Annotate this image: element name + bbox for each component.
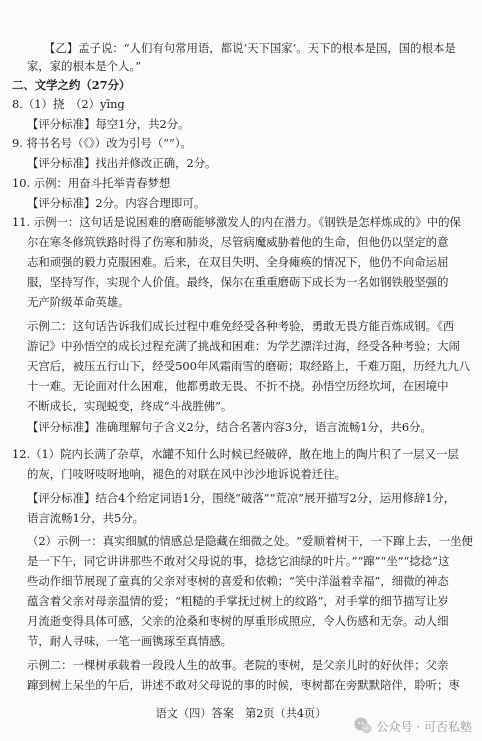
- line-8: 10. 示例：用奋斗托举青春梦想: [12, 176, 171, 190]
- line-9: 【评分标准】2分。内容合理即可。: [27, 196, 206, 210]
- line-1: 【乙】孟子说：“人们有句常用语，都说‘天下国家’。天下的根本是国，国的根本是: [44, 41, 456, 55]
- line-22: 的灰，门吱呀吱呀地响，褪色的对联在风中沙沙地诉说着迁往。: [27, 467, 346, 481]
- line-18: 十一难。无论面对什么困难，他都勇敢无畏、不折不挠。孙悟空历经坎坷，在困境中: [27, 379, 449, 393]
- line-31: 示例二：一棵树承载着一段段人生的故事。老院的枣树，是父亲儿时的好伙伴；父亲: [27, 658, 449, 672]
- watermark-text: 公众号 · 可否私塾: [376, 719, 472, 734]
- line-2: 家，家的根本是个人。”: [27, 59, 142, 73]
- line-14: 无产阶级革命英雄。: [27, 295, 130, 309]
- line-15: 示例二：这句话告诉我们成长过程中难免经受各种考验，勇敢无畏方能百炼成钢。《西: [27, 319, 455, 333]
- wechat-icon: [353, 716, 373, 736]
- line-24: 语言流畅1分，共5分。: [27, 511, 145, 525]
- line-21: 12.（1）院内长满了杂草，水罐不知什么时候已经破碎，散在地上的陶片积了一层又一层: [12, 447, 459, 461]
- line-29: 月流逝变得具体可感，父亲的沧桑和枣树的厚重形成照应，令人伤感和无奈。动人细: [27, 614, 449, 628]
- line-27: 些动作细节展现了童真的父亲对枣树的喜爱和依赖；“笑中洋溢着幸福”，细微的神态: [27, 574, 449, 588]
- line-5: 【评分标准】每空1分，共2分。: [27, 117, 190, 131]
- line-23: 【评分标准】结合4个给定词语1分，围绕“破落”“荒凉”展开描写2分，运用修辞1分，: [27, 491, 456, 505]
- line-19: 不断成长，实现蜕变，终成“斗战胜佛”。: [27, 399, 233, 413]
- line-28: 蕴含着父亲对母亲温情的爱；“粗糙的手掌抚过树上的纹路”，对手掌的细节描写让岁: [27, 594, 449, 608]
- line-4: 8.（1）挠 （2）yīng: [12, 97, 125, 111]
- line-13: 服，坚持写作，实现个人价值。最终，保尔在重重磨砺下成长为一名如钢铁般坚强的: [27, 275, 449, 289]
- watermark: [353, 716, 472, 736]
- line-25: （2）示例一：真实细腻的情感总是隐藏在细微之处。“爱顺着树干，一下蹿上去，一坐便: [27, 534, 473, 548]
- line-6: 9. 将书名号（《》）改为引号（“”）。: [12, 136, 192, 150]
- line-30: 节，耐人寻味，一笔一画镌琢至真情感。: [27, 634, 233, 648]
- line-7: 【评分标准】找出并修改正确，2分。: [27, 156, 217, 170]
- line-32: 蹿到树上呆坐的午后，讲述不敢对父母说的事的时候，枣树都在旁默默陪伴，聆听；枣: [27, 678, 460, 692]
- section-heading: 二、文学之约（27分）: [12, 78, 131, 92]
- line-11: 尔在寒冬修筑铁路时得了伤寒和肺炎，尽管病魔威胁着他的生命，但他仍以坚定的意: [27, 235, 449, 249]
- line-16: 游记》中孙悟空的成长过程充满了挑战和困难：为学艺漂洋过海，经受各种考验；大闹: [27, 339, 460, 353]
- line-20: 【评分标准】准确理解句子含义2分，结合名著内容3分，语言流畅1分，共6分。: [27, 420, 432, 434]
- line-12: 志和顽强的毅力克服困难。后来，在双目失明、全身瘫痪的情况下，他仍不向命运屈: [27, 255, 449, 269]
- line-26: 是一下午，同它讲讲那些不敢对父母说的事，捻捻它油绿的叶片。”“蹿”“坐”“捻捻”这: [27, 554, 450, 568]
- line-17: 天宫后，被压五行山下，经受500年风霜雨雪的磨砺；取经路上，千难万阻，历经九九八: [27, 359, 471, 373]
- page-footer: 语文（四）答案 第2页（共4页）: [155, 707, 327, 720]
- line-10: 11. 示例一：这句话是说困难的磨砺能够激发人的内在潜力。《钢铁是怎样炼成的》中的保: [12, 215, 461, 229]
